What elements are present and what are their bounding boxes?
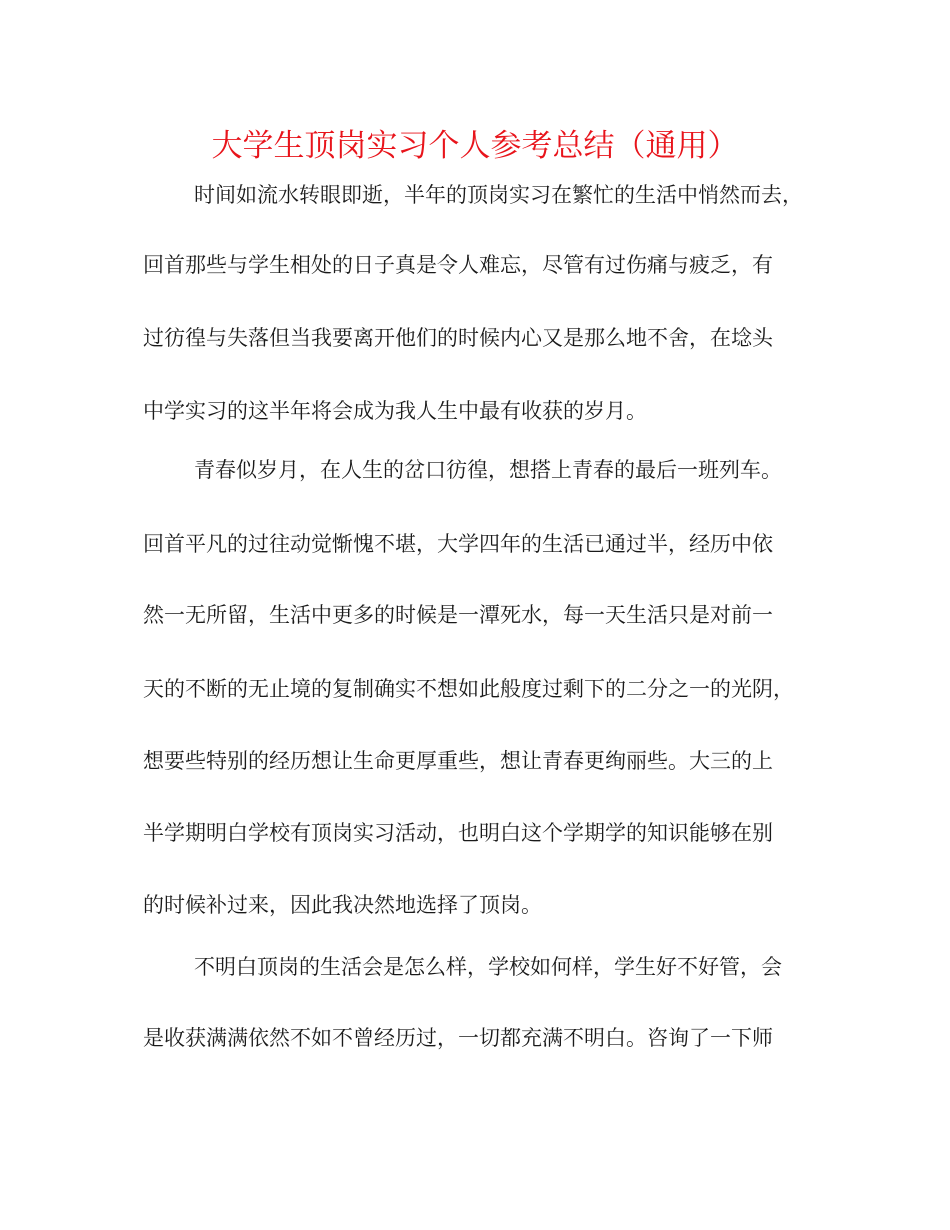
paragraph-2-line-2: 回首平凡的过往动觉惭愧不堪，大学四年的生活已通过半，经历中依 — [143, 532, 773, 556]
paragraph-2-line-6: 半学期明白学校有顶岗实习活动，也明白这个学期学的知识能够在别 — [143, 821, 773, 845]
paragraph-2-line-7: 的时候补过来，因此我决然地选择了顶岗。 — [143, 893, 542, 917]
paragraph-1-line-2: 回首那些与学生相处的日子真是令人难忘，尽管有过伤痛与疲乏，有 — [143, 253, 773, 277]
paragraph-3-line-2: 是收获满满依然不如不曾经历过，一切都充满不明白。咨询了一下师 — [143, 1026, 773, 1050]
paragraph-2-line-5: 想要些特别的经历想让生命更厚重些，想让青春更绚丽些。大三的上 — [143, 749, 773, 773]
paragraph-2-line-4: 天的不断的无止境的复制确实不想如此般度过剩下的二分之一的光阴， — [143, 677, 794, 701]
paragraph-1-line-4: 中学实习的这半年将会成为我人生中最有收获的岁月。 — [143, 399, 647, 423]
paragraph-2-line-3: 然一无所留，生活中更多的时候是一潭死水，每一天生活只是对前一 — [143, 603, 773, 627]
paragraph-3-line-1: 不明白顶岗的生活会是怎么样，学校如何样，学生好不好管，会 — [194, 955, 782, 979]
paragraph-1-line-1: 时间如流水转眼即逝，半年的顶岗实习在繁忙的生活中悄然而去， — [194, 183, 803, 207]
paragraph-2-line-1: 青春似岁月，在人生的岔口彷徨，想搭上青春的最后一班列车。 — [194, 458, 782, 482]
paragraph-1-line-3: 过彷徨与失落但当我要离开他们的时候内心又是那么地不舍，在埝头 — [143, 326, 773, 350]
document-title: 大学生顶岗实习个人参考总结（通用） — [211, 128, 739, 164]
